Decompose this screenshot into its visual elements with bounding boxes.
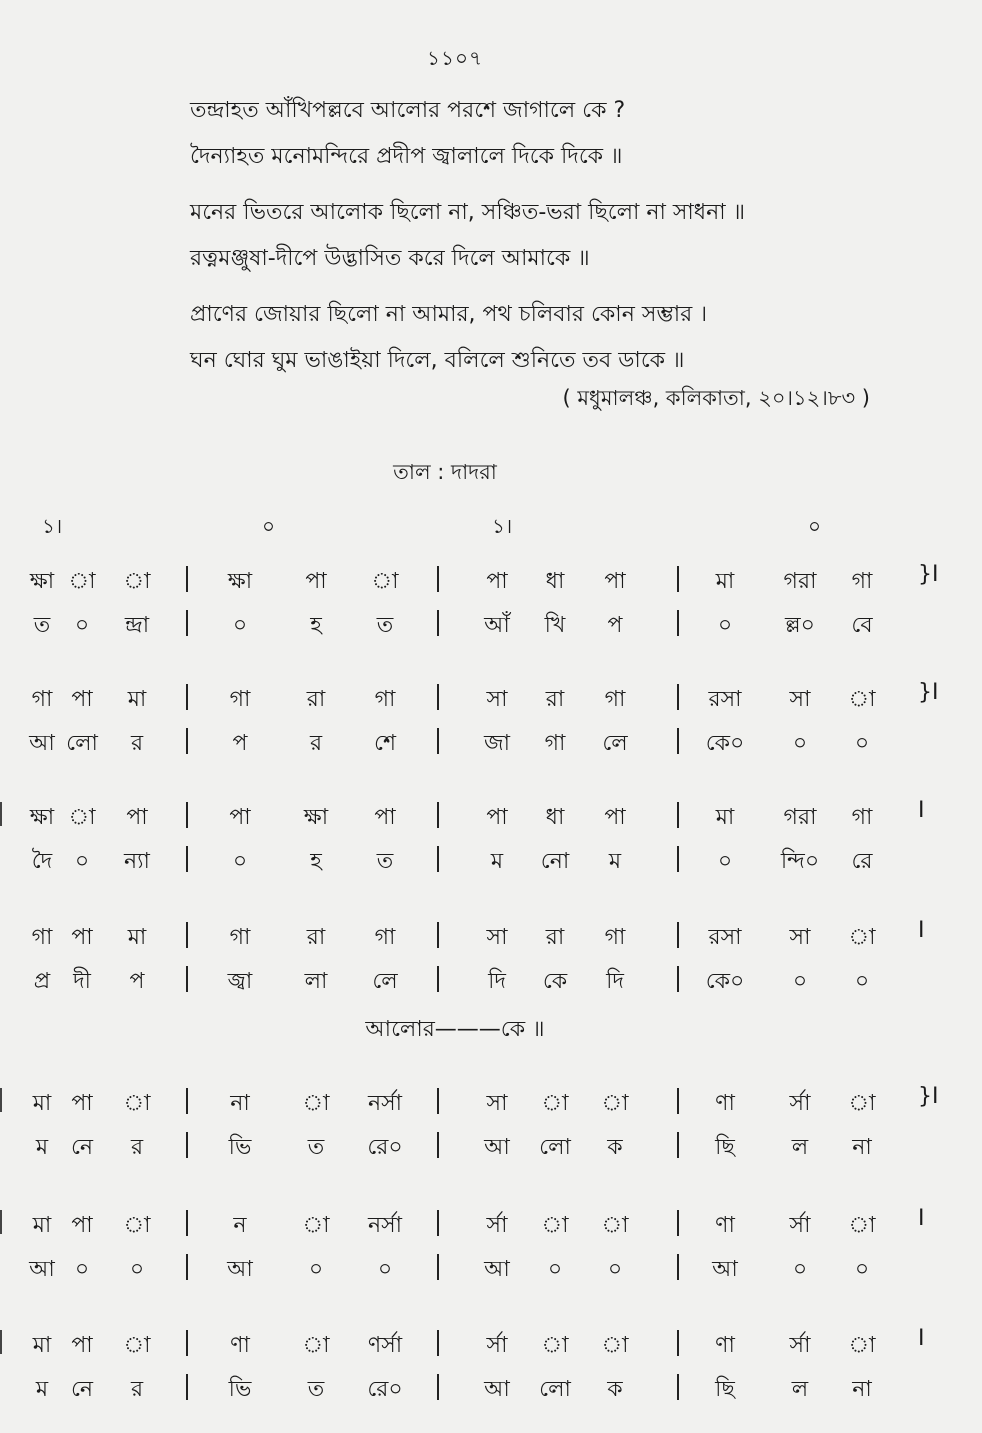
lyric-syllable: দৈ [31,849,53,874]
measure-bar [677,1210,679,1236]
swara-note: নর্সা [367,1213,403,1238]
lyric-syllable: আঁ [484,613,510,638]
swara-note: রা [306,687,326,712]
measure-bar [186,802,188,828]
swara-note: গরা [783,569,817,594]
lyric-syllable: ক [607,1377,623,1402]
lyric-syllable: ক [607,1135,623,1160]
margin-mark [0,1210,2,1234]
swara-note: া [302,1333,330,1358]
lyric-syllable: লো [539,1377,571,1402]
song-lyrics [190,88,850,384]
measure-bar [437,846,439,872]
lyric-syllable: লা [304,969,328,994]
lyric-syllable: ০ [792,969,808,994]
notation-block [0,1078,982,1166]
measure-bar [437,684,439,710]
swara-note: পা [305,569,327,594]
swara-note: মা [715,805,735,830]
verse-line: মনের ভিতরে আলোক ছিলো না, সঞ্চিত-ভরা ছিলো না সাধনা ॥ [190,200,746,225]
lyric-syllable: প [607,613,623,638]
lyric-syllable: ০ [854,731,870,756]
swara-note: ণা [715,1333,735,1358]
lyric-syllable: কে [542,969,568,994]
lyric-syllable: ০ [792,1257,808,1282]
swara-note: র্সা [789,1333,811,1358]
measure-bar [437,1088,439,1114]
lyric-syllable: না [852,1377,872,1402]
swara-note: গা [374,687,396,712]
swara-note: মা [32,1091,52,1116]
lyric-syllable: আ [712,1257,738,1282]
swara-note: রা [545,925,565,950]
lyric-syllable: জ্বা [227,969,253,994]
swara-note: ণর্সা [367,1333,403,1358]
lyric-syllable: লে [372,969,398,994]
swara-note: পা [71,1091,93,1116]
lyric-syllable: কে০ [705,731,745,756]
measure-bar [186,1254,188,1280]
lyric-syllable: আ [484,1135,510,1160]
swara-note: পা [71,1333,93,1358]
measure-bar [437,1374,439,1400]
lyric-syllable: ম [35,1377,49,1402]
swara-note: া [371,569,399,594]
lyric-syllable: রে০ [367,1377,403,1402]
swara-note: রসা [708,687,742,712]
swara-note: া [541,1091,569,1116]
lyric-syllable: ল্ল০ [785,613,815,638]
swara-note: পা [229,805,251,830]
measure-bar [186,728,188,754]
swara-note: মা [127,925,147,950]
swara-note: পা [604,569,626,594]
lyric-syllable: ০ [232,613,248,638]
lyric-syllable: ল [791,1135,809,1160]
notation-block [0,556,982,644]
row-end-mark: }I [918,1084,939,1109]
lyric-syllable: প [129,969,145,994]
lyric-syllable: ল [791,1377,809,1402]
lyric-syllable: ০ [717,613,733,638]
lyric-syllable: প [232,731,248,756]
lyric-syllable: আ [29,731,55,756]
row-end-mark: }I [918,680,939,705]
measure-bar [677,728,679,754]
swara-note: গা [604,687,626,712]
swara-note: া [541,1213,569,1238]
row-end-mark: I [918,918,925,943]
swara-note: পা [374,805,396,830]
notation-block [0,1200,982,1288]
swara-note: রা [545,687,565,712]
measure-bar [437,1254,439,1280]
swara-note: সা [789,687,811,712]
measure-bar [437,566,439,592]
lyric-syllable: নে [70,1135,94,1160]
lyric-syllable: র [130,731,144,756]
tala-heading: তাল : দাদরা [393,460,497,484]
swara-note: মা [32,1213,52,1238]
lyric-row [0,836,982,880]
measure-bar [677,684,679,710]
swara-note: ণা [715,1091,735,1116]
lyric-syllable: ছি [715,1135,735,1160]
verse-line: প্রাণের জোয়ার ছিলো না আমার, পথ চলিবার কোন সম্ভার । [190,302,708,327]
swara-note: রসা [708,925,742,950]
lyric-syllable: নে [70,1377,94,1402]
swara-note: সা [486,925,508,950]
swara-note: সা [789,925,811,950]
swara-note: গা [851,569,873,594]
lyric-syllable: শে [374,731,396,756]
lyric-syllable: হ [310,613,322,638]
lyric-row [0,1244,982,1288]
lyric-syllable: কে০ [705,969,745,994]
margin-mark [0,1088,2,1112]
measure-bar [437,966,439,992]
measure-bar [437,728,439,754]
measure-bar [677,922,679,948]
measure-bar [677,1374,679,1400]
swara-note: া [601,1091,629,1116]
measure-bar [677,566,679,592]
lyric-syllable: ০ [74,613,90,638]
measure-bar [677,1254,679,1280]
measure-bar [677,1330,679,1356]
measure-bar [186,684,188,710]
swara-note: পা [71,925,93,950]
page-number: ১১০৭ [427,46,483,70]
composition-source: ( মধুমালঞ্চ, কলিকাতা, ২০।১২।৮৩ ) [562,386,870,410]
lyric-syllable: ম [35,1135,49,1160]
measure-bar [437,802,439,828]
swara-row [0,1078,982,1122]
measure-bar [677,1132,679,1158]
swara-note: র্সা [486,1333,508,1358]
swara-note: ক্ষা [303,805,329,830]
swara-note: র্সা [789,1213,811,1238]
measure-bar [186,1132,188,1158]
lyric-syllable: র [130,1135,144,1160]
swara-note: া [848,1333,876,1358]
lyric-syllable: লো [66,731,98,756]
measure-bar [437,1330,439,1356]
beat-marker: ০ [262,514,276,538]
swara-note: পা [486,569,508,594]
lyric-syllable: আ [29,1257,55,1282]
measure-bar [437,610,439,636]
beat-marker: ০ [808,514,822,538]
swara-note: পা [126,805,148,830]
swara-note: ধা [545,569,565,594]
swara-note: গা [229,925,251,950]
measure-bar [677,846,679,872]
swara-note: া [302,1091,330,1116]
swara-note: পা [604,805,626,830]
row-end-mark: }I [918,562,939,587]
swara-note: নর্সা [367,1091,403,1116]
lyric-syllable: ত [33,613,51,638]
notation-block [0,912,982,1000]
swara-note: গা [604,925,626,950]
lyric-syllable: ন্দ্রা [124,613,150,638]
verse-line: তন্দ্রাহত আঁখিপল্লবে আলোর পরশে জাগালে কে ? [190,98,626,123]
lyric-syllable: ম [608,849,622,874]
lyric-syllable: ০ [854,969,870,994]
measure-bar [677,802,679,828]
swara-note: ণা [715,1213,735,1238]
swara-note: পা [71,687,93,712]
swara-note: ন [233,1213,247,1238]
lyric-syllable: ভি [228,1377,252,1402]
lyric-syllable: আ [484,1257,510,1282]
lyric-syllable: র [130,1377,144,1402]
swara-note: া [848,1091,876,1116]
measure-bar [677,966,679,992]
lyric-syllable: ত [307,1135,325,1160]
lyric-syllable: ০ [308,1257,324,1282]
lyric-syllable: ত [307,1377,325,1402]
swara-note: ণা [230,1333,250,1358]
beat-marker: ১। [492,514,513,538]
swara-row [0,1200,982,1244]
lyric-syllable: দি [606,969,624,994]
lyric-syllable: ন্যা [124,849,150,874]
lyric-syllable: ০ [547,1257,563,1282]
lyric-row [0,956,982,1000]
notation-block [0,792,982,880]
swara-note: ক্ষা [227,569,253,594]
swara-note: সা [486,687,508,712]
measure-bar [437,1210,439,1236]
swara-note: মা [32,1333,52,1358]
lyric-syllable: ০ [717,849,733,874]
swara-note: া [123,569,151,594]
lyric-row [0,1364,982,1408]
lyric-syllable: ম [490,849,504,874]
swara-note: া [123,1333,151,1358]
measure-bar [186,610,188,636]
lyric-syllable: রে০ [367,1135,403,1160]
swara-note: া [848,925,876,950]
lyric-syllable: ০ [607,1257,623,1282]
swara-note: সা [486,1091,508,1116]
lyric-syllable: ০ [232,849,248,874]
lyric-syllable: আ [227,1257,253,1282]
swara-note: া [848,687,876,712]
measure-bar [186,922,188,948]
swara-note: গা [374,925,396,950]
swara-note: গা [31,925,53,950]
swara-note: ক্ষা [29,569,55,594]
beat-markers [0,512,982,542]
lyric-syllable: ভি [228,1135,252,1160]
lyric-row [0,718,982,762]
swara-note: না [230,1091,250,1116]
measure-bar [186,1088,188,1114]
swara-row [0,556,982,600]
lyric-syllable: ০ [792,731,808,756]
measure-bar [437,922,439,948]
swara-note: গা [31,687,53,712]
swara-note: গা [851,805,873,830]
lyric-syllable: ০ [74,1257,90,1282]
lyric-syllable: র [309,731,323,756]
row-end-mark: I [918,1326,925,1351]
swara-note: া [68,569,96,594]
lyric-syllable: রে [851,849,873,874]
swara-row [0,1320,982,1364]
swara-note: রা [306,925,326,950]
row-end-mark: I [918,1206,925,1231]
swara-note: র্সা [486,1213,508,1238]
measure-bar [437,1132,439,1158]
lyric-syllable: ০ [377,1257,393,1282]
notation-block [0,1320,982,1408]
lyric-syllable: জা [483,731,511,756]
lyric-syllable: ০ [854,1257,870,1282]
swara-note: পা [71,1213,93,1238]
lyric-syllable: ০ [74,849,90,874]
lyric-syllable: লো [539,1135,571,1160]
measure-bar [677,1088,679,1114]
swara-note: ধা [545,805,565,830]
lyric-syllable: ছি [715,1377,735,1402]
lyric-syllable: ত [376,613,394,638]
measure-bar [186,966,188,992]
notation-block [0,674,982,762]
lyric-syllable: লে [602,731,628,756]
margin-mark [0,1330,2,1354]
beat-marker: ১। [42,514,63,538]
swara-note: ক্ষা [29,805,55,830]
swara-note: া [123,1213,151,1238]
lyric-syllable: বে [851,613,873,638]
lyric-syllable: দি [488,969,506,994]
swara-note: গরা [783,805,817,830]
swara-note: া [601,1333,629,1358]
lyric-row [0,600,982,644]
swara-note: গা [229,687,251,712]
lyric-syllable: ০ [129,1257,145,1282]
measure-bar [186,1374,188,1400]
lyric-syllable: নো [540,849,570,874]
swara-row [0,792,982,836]
verse-line: রত্নমঞ্জুষা-দীপে উদ্ভাসিত করে দিলে আমাকে ॥ [190,246,590,271]
row-end-mark: I [918,798,925,823]
swara-note: পা [486,805,508,830]
margin-mark [0,802,2,826]
swara-note: া [541,1333,569,1358]
swara-note: মা [715,569,735,594]
lyric-syllable: গা [544,731,566,756]
verse-line: ঘন ঘোর ঘুম ভাঙাইয়া দিলে, বলিলে শুনিতে তব ডাকে ॥ [190,348,685,373]
lyric-row [0,1122,982,1166]
lyric-syllable: ন্দি০ [780,849,820,874]
measure-bar [186,566,188,592]
lyric-syllable: প্র [33,969,51,994]
lyric-syllable: না [852,1135,872,1160]
measure-bar [186,846,188,872]
swara-note: মা [127,687,147,712]
lyric-syllable: খি [544,613,566,638]
swara-row [0,912,982,956]
swara-note: া [123,1091,151,1116]
measure-bar [186,1330,188,1356]
lyric-syllable: হ [310,849,322,874]
swara-note: া [601,1213,629,1238]
refrain-line: আলোর———কে ॥ [365,1017,545,1042]
swara-note: া [68,805,96,830]
lyric-syllable: আ [484,1377,510,1402]
verse-line: দৈন্যাহত মনোমন্দিরে প্রদীপ জ্বালালে দিকে দিকে ॥ [190,144,623,169]
swara-row [0,674,982,718]
lyric-syllable: দী [73,969,91,994]
swara-note: র্সা [789,1091,811,1116]
measure-bar [186,1210,188,1236]
lyric-syllable: ত [376,849,394,874]
measure-bar [677,610,679,636]
swara-note: া [302,1213,330,1238]
swara-note: া [848,1213,876,1238]
